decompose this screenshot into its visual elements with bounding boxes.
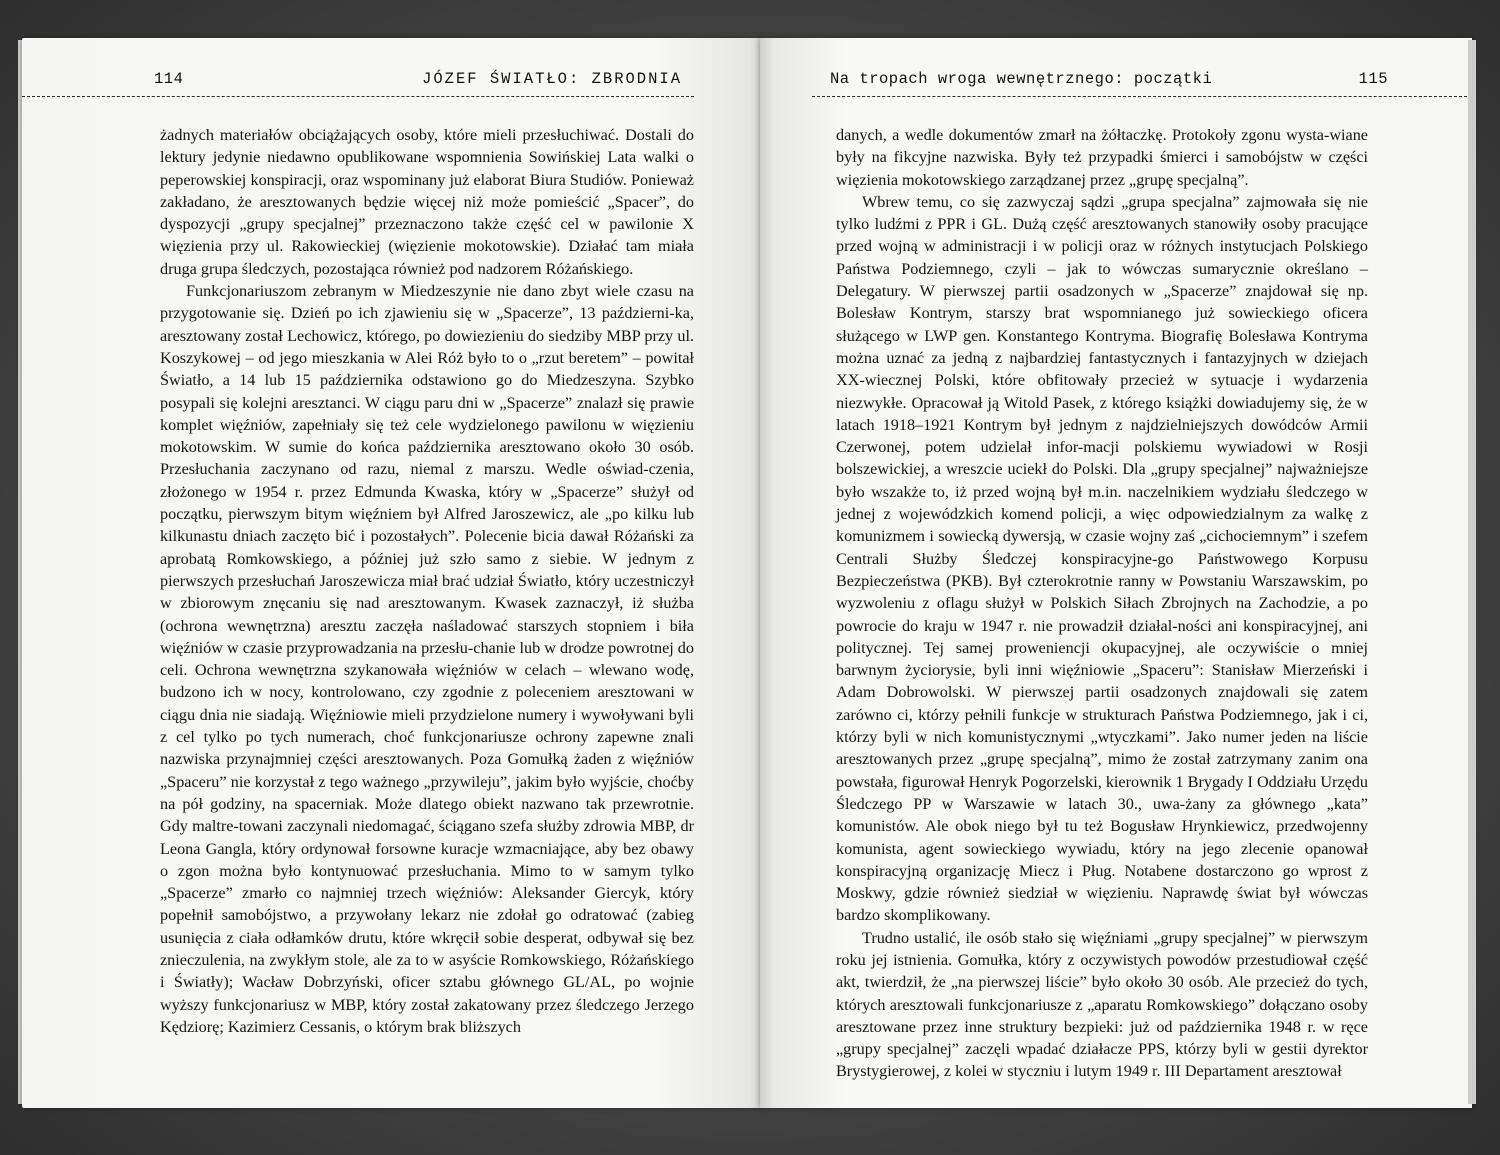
right-page-number: 115 — [1358, 70, 1388, 88]
paragraph: Wbrew temu, co się zazwyczaj sądzi „grupa specjalna” zajmowała się nie tylko ludźmi z PPR i GL. Dużą część aresztowanych stanowiły osoby pracujące przed wojną w administracji i w policji oraz w różnych instytucjach Polskiego Państwa Podziemnego, czyli – jak to wówczas sumarycznie określano – Delegatury. W pierwszej partii osadzonych w „Spacerze” znajdował się np. Bolesław Kontrym, starszy brat wspomnianego już sowieckiego oficera służącego w LWP gen. Konstantego Kontryma. Biografię Bolesława Kontryma można uznać za jedną z najbardziej fantastycznych i fantazyjnych w dziejach XX-wiecznej Polski, które obfitowały przecież w sytuacje i wydarzenia niezwykłe. Opracował ją Witold Pasek, z którego książki dowiadujemy się, że w latach 1918–1921 Kontrym był jednym z najdzielniejszych dowódców Armii Czerwonej, potem udzielał infor-macji polskiemu wywiadowi w Rosji bolszewickiej, a wreszcie uciekł do Polski. Dla „grupy specjalnej” najważniejsze było wszakże to, iż przed wojną był m.in. naczelnikiem wydziału śledczego w jednej z wojewódzkich komend policji, a więc odpowiedzialnym za walkę z komunizmem i sowiecką dywersją, w czasie wojny zaś „cichociemnym” i szefem Centrali Służby Śledczej konspiracyjne-go Państwowego Korpusu Bezpieczeństwa (PKB). Był czterokrotnie ranny w Powstaniu Warszawskim, po wyzwoleniu z oflagu służył w Polskich Siłach Zbrojnych na Zachodzie, a po powrocie do kraju w 1947 r. nie prowadził działal-ności ani konspiracyjnej, ani politycznej. Tej samej proweniencji okupacyjnej, ale oczywiście o mniej barwnym życiorysie, byli inni więźniowie „Spaceru”: Stanisław Mierzeński i Adam Dobrowolski. W pierwszej partii osadzonych znajdowali się zatem zarówno ci, którzy pełnili funkcje w strukturach Państwa Podziemnego, jak i ci, którzy byli w nich komunistycznymi „wtyczkami”. Jako numer jeden na liście aresztowanych przez „grupę specjalną”, mimo że został zatrzymany zanim ona powstała, figurował Henryk Pogorzelski, kierownik 1 Brygady I Oddziału Urzędu Śledczego PP w Warszawie w latach 30., uwa-żany za głównego „kata” komunistów. Ale obok niego był tu też Bogusław Hrynkiewicz, przedwojenny komunista, agent sowieckiego wywiadu, który na jego zlecenie opanował konspiracyjną organizację Miecz i Pług. Notabene dostarczono go wprost z Moskwy, gdzie również siedział w więzieniu. Naprawdę świat był wówczas bardzo skomplikowany. — [836, 192, 1368, 925]
left-running-title: JÓZEF ŚWIATŁO: ZBRODNIA — [422, 70, 682, 88]
paragraph: żadnych materiałów obciążających osoby, które mieli przesłuchiwać. Dostali do lektury jedynie niedawno opublikowane wspomnienia Sowińskiej Lata walki o peperowskiej konspiracji, oraz wspominany już elaborat Biura Studiów. Ponieważ zakładano, że aresztowanych będzie więcej niż może pomieścić „Spacer”, do dyspozycji „grupy specjalnej” przeznaczono także część cel w pawilonie X więzienia przy ul. Rakowieckiej (więzienie mokotowskie). Działać tam miała druga grupa śledczych, pozostająca również pod nadzorem Różańskiego. — [160, 126, 694, 278]
left-page — [22, 38, 764, 1108]
right-running-head — [830, 70, 1418, 88]
left-body-text — [160, 124, 694, 1038]
right-header-rule — [812, 96, 1472, 97]
left-page-number: 114 — [154, 70, 184, 88]
left-header-rule — [22, 96, 694, 97]
right-page — [760, 38, 1472, 1108]
paragraph: Funkcjonariuszom zebranym w Miedzeszynie nie dano zbyt wiele czasu na przygotowanie się. Dzień po ich zjawieniu się w „Spacerze”, 13 październi-ka, aresztowany został Lechowicz, którego, po dowiezieniu do siedziby MBP przy ul. Koszykowej – od jego mieszkania w Alei Róż było to o „rzut beretem” – powitał Światło, a 14 lub 15 października odstawiono go do Miedzeszyna. Szybko posypali się kolejni aresztanci. W ciągu paru dni w „Spacerze” znalazł się prawie komplet więźniów, zapełniały się też cele wydzielonego pawilonu w więzieniu mokotowskim. W sumie do końca października aresztowano około 30 osób. Przesłuchania zaczynano od razu, niemal z marszu. Wedle oświad-czenia, złożonego w 1954 r. przez Edmunda Kwaska, który w „Spacerze” służył od początku, pierwszym bitym więźniem był Alfred Jaroszewicz, ale „po kilku lub kilkunastu dniach zaczęto bić i pozostałych”. Polecenie bicia dawał Różański za aprobatą Romkowskiego, a później już szło samo z siebie. W jednym z pierwszych przesłuchań Jaroszewicza miał brać udział Światło, który uczestniczył w zbiorowym znęcaniu się nad aresztowanym. Kwasek zaznaczył, iż służba (ochrona wewnętrzna) aresztu zaczęła naśladować starszych stopniem i biła więźniów w czasie przyprowadzania na przesłu-chanie lub w drodze powrotnej do celi. Ochrona wewnętrzna szykanowała więźniów w celach – wlewano wodę, budzono ich w nocy, kontrolowano, czy zgodnie z poleceniem aresztowani w ciągu dnia nie siadają. Więźniowie mieli przydzielone numery i wywoływani byli z cel tylko po tych numerach, choć funkcjonariusze ochrony zapewne znali nazwiska przynajmniej części aresztowanych. Poza Gomułką żaden z więźniów „Spaceru” nie korzystał z tego ważnego „przywileju”, jakim było wyjście, choćby na pół godziny, na spacerniak. Może dlatego obiekt nazwano tak przewrotnie. Gdy maltre-towani zaczynali niedomagać, ściągano szefa służby zdrowia MBP, dr Leona Gangla, który ordynował forsowne kuracje wzmacniające, aby bez obawy o zgon można było kontynuować przesłuchania. Mimo to w samym tylko „Spacerze” zmarło co najmniej trzech więźniów: Aleksander Giercyk, który popełnił samobójstwo, a przywołany lekarz nie zdołał go odratować (zabieg usunięcia z ciała odłamków drutu, które wkręcił sobie desperat, odbywał się bez znieczulenia, na zwykłym stole, ale za to w asyście Romkowskiego, Różańskiego i Światły); Wacław Dobrzyński, oficer sztabu głównego GL/AL, po wojnie wyższy funkcjonariusz w MBP, który został zakatowany przez śledczego Jerzego Kędziorę; Kazimierz Cessanis, o którym brak bliższych — [160, 282, 694, 1036]
left-running-head — [154, 70, 682, 88]
right-running-title: Na tropach wroga wewnętrznego: początki — [830, 70, 1213, 88]
right-page-edge — [1468, 40, 1476, 1104]
paragraph: danych, a wedle dokumentów zmarł na żółtaczkę. Protokoły zgonu wysta-wiane były na fikcyjne nazwiska. Były też przypadki śmierci i samobójstw w części więzienia mokotowskiego zarządzanej przez „grupę specjalną”. — [836, 126, 1368, 189]
right-body-text — [836, 124, 1368, 1083]
paragraph: Trudno ustalić, ile osób stało się więźniami „grupy specjalnej” w pierwszym roku jej istnienia. Gomułka, który z oczywistych powodów przestudiował część akt, twierdził, że „na pierwszej liście” było około 30 osób. Ale przecież do tych, których aresztowali funkcjonariusze z „aparatu Romkowskiego” dołączano osoby aresztowane przez inne struktury bezpieki: już od października 1948 r. w ręce „grupy specjalnej” zaczęli wpadać działacze PPS, którzy byli w gestii dyrektor Brystygierowej, z kolei w styczniu i lutym 1949 r. III Departament aresztował — [836, 928, 1368, 1081]
